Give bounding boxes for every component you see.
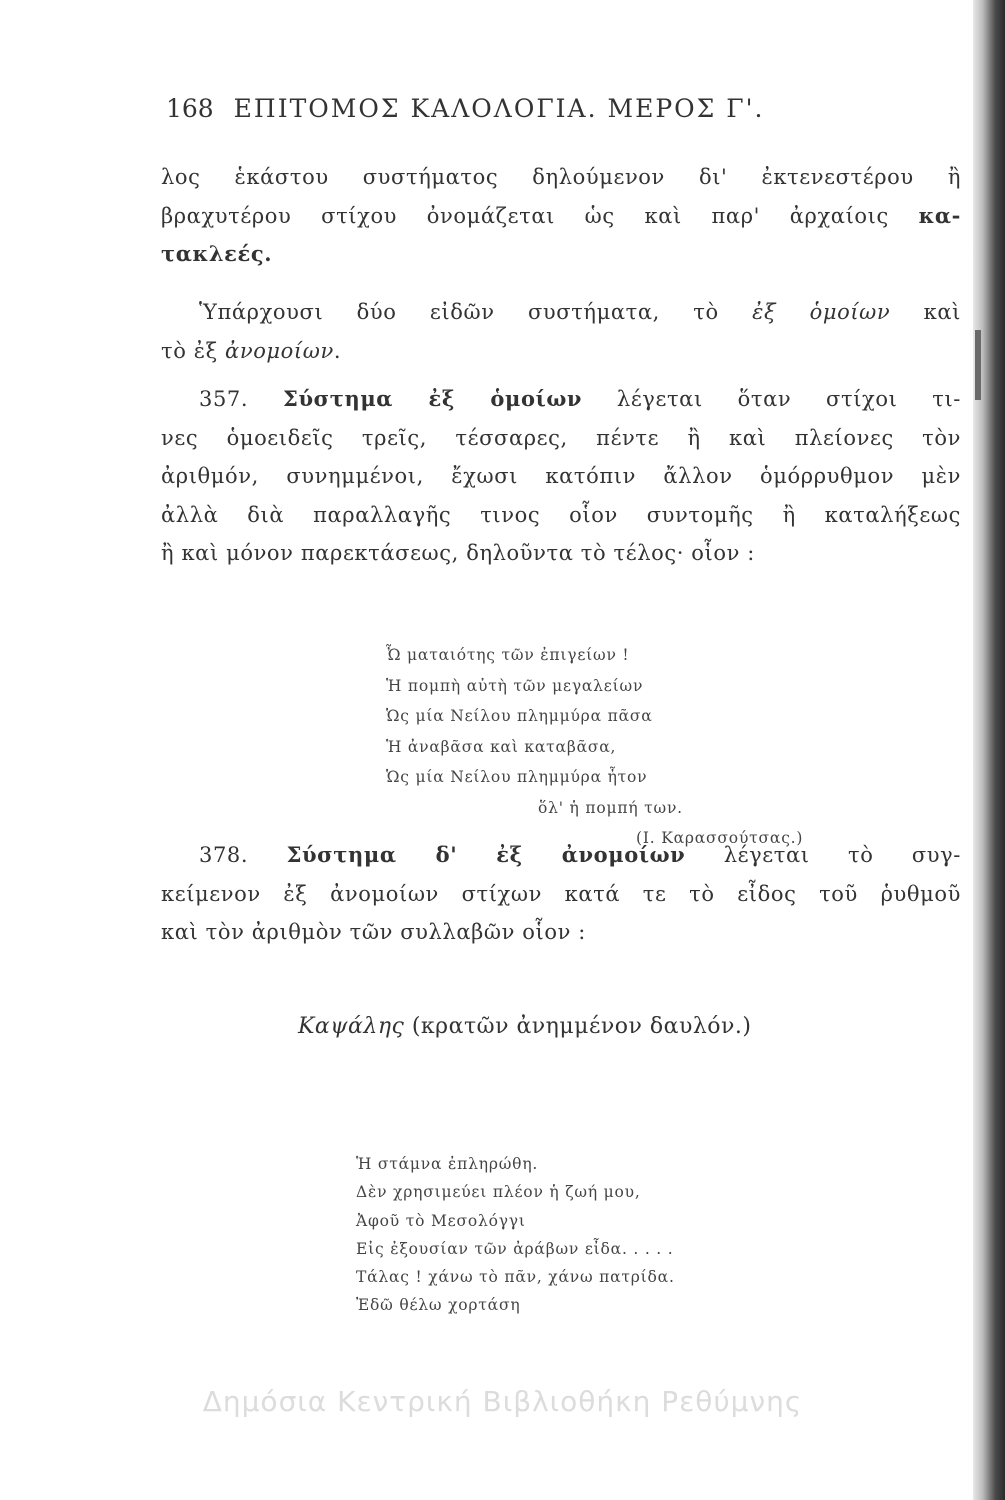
section-heading: Σύστημα δ' ἐξ ἀνομοίων (286, 842, 686, 867)
poem-line: Ἀφοῦ τὸ Μεσολόγγι (356, 1211, 526, 1230)
text-line (161, 332, 961, 371)
poem-line: Ἡ στάμνα ἐπληρώθη. (356, 1155, 539, 1173)
page-edge-mark (975, 330, 981, 400)
paragraph-intro (161, 293, 961, 370)
text-line: λος ἑκάστου συστήματος δηλούμενον δι' ἐκτενεστέρου ἢ (161, 165, 961, 189)
stage-direction: (κρατῶν ἀνημμένον δαυλόν.) (404, 1014, 752, 1039)
poem-line: Τάλας ! χάνω τὸ πᾶν, χάνω πατρίδα. (356, 1268, 675, 1287)
speaker-name: Καψάλης (298, 1014, 405, 1039)
text-span: . (333, 338, 342, 363)
poem-line: Ὡς μία Νείλου πλημμύρα ἦτον (386, 768, 648, 786)
library-watermark: Δημόσια Κεντρική Βιβλιοθήκη Ρεθύμνης (202, 1385, 803, 1418)
section-number: 357. (199, 387, 249, 411)
page-edge-shadow (973, 0, 1005, 1500)
text-span: λέγεται τὸ συγ- (685, 843, 961, 867)
text-line: ἢ καὶ μόνον παρεκτάσεως, δηλοῦντα τὸ τέλος· οἷον : (161, 541, 755, 565)
text-span: τὸ ἐξ (161, 338, 226, 363)
text-line (161, 836, 961, 875)
page-number: 168 (166, 94, 214, 123)
poem-line-short: ὅλ' ἡ πομπή των. (538, 798, 683, 817)
poem-example-2 (356, 1150, 675, 1320)
text-line: νες ὁμοειδεῖς τρεῖς, τέσσαρες, πέντε ἢ καὶ πλείονες τὸν (161, 425, 961, 450)
text-span: βραχυτέρου στίχου ὀνομάζεται ὡς καὶ παρ' ἀρχαίοις (161, 203, 919, 228)
text-span: Ὑπάρχουσι δύο εἰδῶν συστήματα, τὸ (199, 300, 753, 324)
poem-line: Δὲν χρησιμεύει πλέον ἡ ζωή μου, (356, 1183, 641, 1202)
section-357 (161, 380, 961, 573)
poem-heading (298, 1014, 751, 1039)
poem-line: Ὡς μία Νείλου πλημμύρα πᾶσα (386, 707, 653, 725)
section-heading: Σύστημα ἐξ ὁμοίων (283, 386, 583, 411)
text-line (161, 293, 961, 332)
poem-line: Ἡ ἀναβᾶσα καὶ καταβᾶσα, (386, 737, 617, 756)
paragraph-continued (161, 158, 961, 274)
text-span: λέγεται ὅταν στίχοι τι- (582, 387, 962, 411)
section-378 (161, 836, 961, 952)
text-line (161, 380, 961, 419)
italic-term: ἀνομοίων (225, 338, 334, 363)
poem-line: Ἡ πομπὴ αὐτὴ τῶν μεγαλείων (386, 676, 644, 695)
section-number: 378. (199, 843, 249, 867)
poem-attribution: (Ι. Καρασσούτσας.) (636, 829, 804, 847)
text-line: καὶ τὸν ἀριθμὸν τῶν συλλαβῶν οἷον : (161, 920, 586, 944)
text-line: κείμενον ἐξ ἀνομοίων στίχων κατά τε τὸ εἶδος τοῦ ῥυθμοῦ (161, 881, 961, 906)
running-header (166, 94, 926, 123)
text-span: καὶ (890, 300, 961, 324)
text-line: τακλεές. (161, 241, 273, 266)
poem-example-1 (386, 640, 803, 854)
poem-line: Ἐδῶ θέλω χορτάση (356, 1296, 521, 1315)
poem-line: Εἰς ἐξουσίαν τῶν ἀράβων εἶδα. . . . . (356, 1239, 674, 1258)
text-line (161, 197, 961, 236)
running-title: ΕΠΙΤΟΜΟΣ ΚΑΛΟΛΟΓΙΑ. ΜΕΡΟΣ Γ'. (233, 94, 765, 123)
bold-term-start: κα- (918, 202, 961, 228)
poem-line: Ὦ ματαιότης τῶν ἐπιγείων ! (386, 646, 630, 664)
text-line: ἀλλὰ διὰ παραλλαγῆς τινος οἷον συντομῆς ἢ καταλήξεως (161, 502, 961, 527)
italic-term: ἐξ ὁμοίων (752, 300, 891, 324)
text-line: ἀριθμόν, συνημμένοι, ἔχωσι κατόπιν ἄλλον ὁμόρρυθμον μὲν (161, 464, 961, 488)
